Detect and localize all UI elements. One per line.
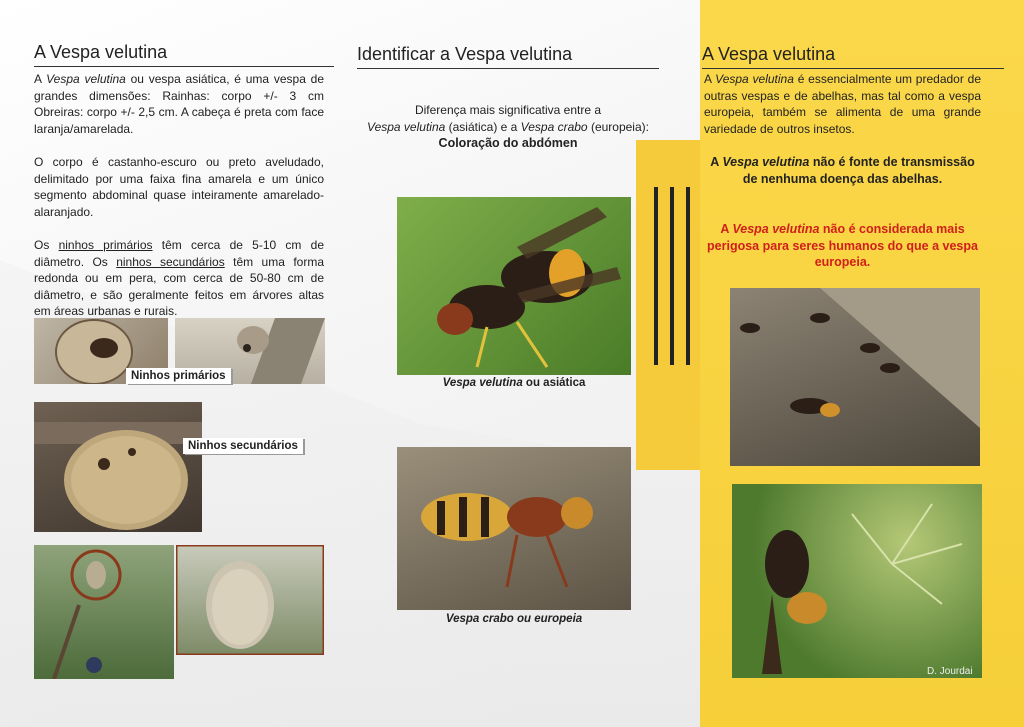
tag-secondary-nests: Ninhos secundários [183,438,303,454]
yellow-arrow-shape [636,140,700,470]
col2-intro: Diferença mais significativa entre a Vespa velutina (asiática) e a Vespa crabo (europeia): Coloração do abdómen [367,103,649,150]
asian-hornet-photo [397,197,631,375]
hornet-on-flower-photo [732,484,982,678]
secondary-nest-photo [34,402,202,532]
col3-bold-statement: A Vespa velutina não é fonte de transmissão de nenhuma doença das abelhas. [710,155,975,186]
col1-paragraph-1: A Vespa velutina ou vespa asiática, é uma vespa de grandes dimensões: Rainhas: corpo +/- 3 cm Obreiras: corpo +/- 2,5 cm. A cabeça é preta com face laranja/amarelada. [34,72,324,136]
tree-nest-photo [34,545,174,679]
decorative-bar-1 [654,187,658,365]
col3-paragraph-1: A Vespa velutina é essencialmente um predador de outras vespas e de abelhas, mas tal como a vespa europeia, também se alimenta de uma grande variedade de outros insetos. [704,72,981,136]
decorative-bar-3 [686,187,690,365]
photo-watermark: D. Jourdai [927,666,973,677]
col1-paragraph-3: Os ninhos primários têm cerca de 5-10 cm de diâmetro. Os ninhos secundários têm uma forma redonda ou em pera, com cerca de 50-80 cm de diâmetro, e são geralmente feitos em árvores altas em áreas urbanas e rurais. [34,238,325,318]
col3-title: A Vespa velutina [702,44,1004,69]
european-hornet-caption: Vespa crabo ou europeia [445,613,583,625]
col1-paragraph-2: O corpo é castanho-escuro ou preto aveludado, delimitado por uma faixa fina amarela e um único segmento abdominal quase inteiramente amarelado-alaranjado. [34,155,324,219]
col3-warning-statement: A Vespa velutina não é considerada mais perigosa para seres humanos do que a vespa europeia. [707,222,978,269]
european-hornet-photo [397,447,631,610]
hornets-beehive-photo [730,288,980,466]
tag-primary-nests: Ninhos primários [126,368,231,384]
col1-title: A Vespa velutina [34,42,334,67]
decorative-bar-2 [670,187,674,365]
tree-nest-closeup-photo [176,545,324,655]
col2-title: Identificar a Vespa velutina [357,44,659,69]
asian-hornet-caption: Vespa velutina ou asiática [442,377,586,389]
